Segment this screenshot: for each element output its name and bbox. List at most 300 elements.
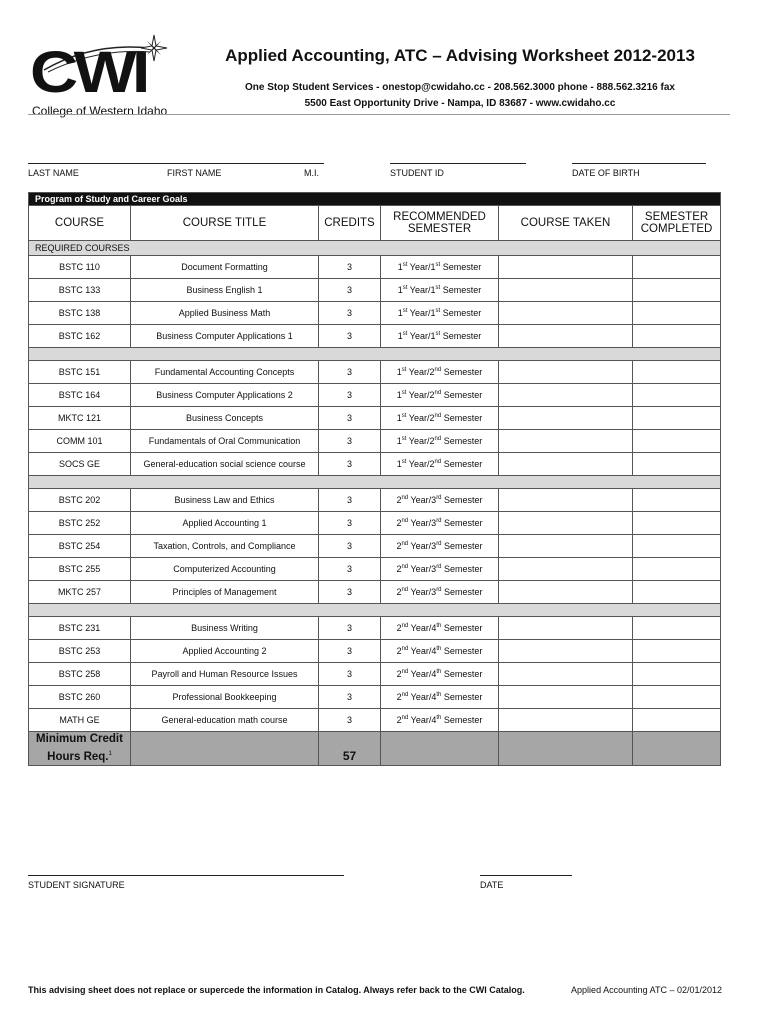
course-code: SOCS GE (29, 453, 131, 476)
table-row (29, 361, 721, 384)
table-row (29, 407, 721, 430)
table-row (29, 325, 721, 348)
table-row (29, 558, 721, 581)
recommended-semester (381, 512, 499, 535)
semester-ysup: nd (401, 669, 409, 675)
semester-stext: Semester (441, 669, 483, 679)
semester-ysup: st (401, 436, 407, 442)
semester-ytext: Year/ (408, 564, 432, 574)
semester-ssup: st (435, 262, 441, 268)
semester-year: 2 (396, 587, 402, 597)
col-recommended-line1: RECOMMENDED (393, 211, 486, 223)
header-divider (28, 114, 730, 115)
semester-year: 1 (397, 262, 403, 272)
course-code: COMM 101 (29, 430, 131, 453)
course-code: BSTC 258 (29, 663, 131, 686)
semester-completed-cell[interactable] (633, 512, 721, 535)
semester-ytext: Year/ (408, 518, 432, 528)
semester-sem: 1 (430, 285, 436, 295)
semester-year: 2 (396, 669, 402, 679)
semester-completed-cell[interactable] (633, 535, 721, 558)
spacer-row (29, 604, 721, 617)
semester-ssup: st (435, 308, 441, 314)
recommended-semester (381, 558, 499, 581)
course-code: BSTC 253 (29, 640, 131, 663)
recommended-semester (381, 489, 499, 512)
course-code: BSTC 133 (29, 279, 131, 302)
table-row (29, 686, 721, 709)
course-taken-cell[interactable] (499, 709, 633, 732)
course-credits: 3 (319, 535, 381, 558)
course-title: Business Computer Applications 1 (131, 325, 319, 348)
table-row (29, 535, 721, 558)
table-row (29, 256, 721, 279)
semester-year: 2 (396, 646, 402, 656)
course-taken-cell[interactable] (499, 325, 633, 348)
semester-ssup: nd (434, 459, 442, 465)
course-taken-cell[interactable] (499, 489, 633, 512)
course-title: Business Law and Ethics (131, 489, 319, 512)
col-completed-line1: SEMESTER (644, 211, 709, 223)
semester-ssup: rd (436, 495, 442, 501)
semester-sem: 2 (429, 390, 435, 400)
course-title: Taxation, Controls, and Compliance (131, 535, 319, 558)
footer-taken-cell (499, 732, 633, 766)
date-label: DATE (480, 880, 504, 890)
semester-sem: 2 (429, 436, 435, 446)
semester-sem: 2 (429, 367, 435, 377)
course-taken-cell[interactable] (499, 384, 633, 407)
student-id-label: STUDENT ID (390, 168, 444, 178)
semester-ytext: Year/ (406, 436, 430, 446)
semester-year: 2 (396, 715, 402, 725)
recommended-semester (381, 535, 499, 558)
semester-year: 1 (396, 367, 402, 377)
course-code: BSTC 110 (29, 256, 131, 279)
semester-ytext: Year/ (407, 308, 431, 318)
minimum-credit-line1: Minimum Credit (36, 733, 123, 745)
table-row (29, 581, 721, 604)
recommended-semester (381, 663, 499, 686)
course-taken-cell[interactable] (499, 256, 633, 279)
semester-sem: 2 (429, 413, 435, 423)
course-title: Business Concepts (131, 407, 319, 430)
course-credits: 3 (319, 256, 381, 279)
recommended-semester (381, 430, 499, 453)
semester-year: 1 (396, 459, 402, 469)
semester-ssup: rd (436, 518, 442, 524)
course-credits: 3 (319, 489, 381, 512)
recommended-semester (381, 453, 499, 476)
course-credits: 3 (319, 302, 381, 325)
dob-line[interactable] (572, 163, 706, 164)
course-credits: 3 (319, 430, 381, 453)
course-credits: 3 (319, 640, 381, 663)
semester-stext: Semester (441, 541, 483, 551)
total-credits: 57 (319, 732, 381, 766)
semester-ysup: st (402, 331, 408, 337)
recommended-semester (381, 302, 499, 325)
semester-completed-cell[interactable] (633, 302, 721, 325)
semester-sem: 3 (431, 564, 437, 574)
recommended-semester (381, 384, 499, 407)
semester-completed-cell[interactable] (633, 361, 721, 384)
semester-year: 2 (396, 692, 402, 702)
col-title: COURSE TITLE (131, 206, 319, 241)
semester-year: 1 (397, 285, 403, 295)
semester-completed-cell[interactable] (633, 558, 721, 581)
col-recommended-line2: SEMESTER (407, 223, 472, 235)
semester-stext: Semester (441, 692, 483, 702)
semester-sem: 1 (430, 262, 436, 272)
semester-ysup: nd (401, 541, 409, 547)
course-credits: 3 (319, 663, 381, 686)
recommended-semester (381, 407, 499, 430)
semester-ysup: st (402, 285, 408, 291)
course-title: Applied Accounting 1 (131, 512, 319, 535)
semester-ysup: st (402, 262, 408, 268)
semester-sem: 4 (431, 669, 437, 679)
student-signature-line[interactable] (28, 875, 344, 876)
spacer-cell (29, 348, 721, 361)
col-completed (633, 206, 721, 241)
semester-ssup: th (436, 692, 442, 698)
course-credits: 3 (319, 581, 381, 604)
course-code: BSTC 151 (29, 361, 131, 384)
semester-sem: 4 (431, 646, 437, 656)
semester-sem: 2 (429, 459, 435, 469)
course-code: MKTC 257 (29, 581, 131, 604)
semester-completed-cell[interactable] (633, 256, 721, 279)
mi-label: M.I. (304, 168, 319, 178)
semester-ssup: st (435, 331, 441, 337)
hours-req-text: Hours Req. (47, 750, 109, 763)
course-code: BSTC 260 (29, 686, 131, 709)
course-taken-cell[interactable] (499, 512, 633, 535)
semester-ytext: Year/ (408, 646, 432, 656)
course-code: BSTC 162 (29, 325, 131, 348)
semester-stext: Semester (441, 564, 483, 574)
semester-ytext: Year/ (406, 459, 430, 469)
course-title: Computerized Accounting (131, 558, 319, 581)
course-table (28, 192, 721, 766)
semester-ysup: nd (401, 715, 409, 721)
semester-completed-cell[interactable] (633, 279, 721, 302)
semester-ysup: st (401, 413, 407, 419)
semester-year: 2 (396, 495, 402, 505)
table-row (29, 512, 721, 535)
semester-sem: 3 (431, 518, 437, 528)
semester-stext: Semester (441, 715, 483, 725)
minimum-credit-line2 (29, 747, 130, 765)
semester-stext: Semester (441, 646, 483, 656)
footer-completed-cell (633, 732, 721, 766)
course-taken-cell[interactable] (499, 663, 633, 686)
recommended-semester (381, 361, 499, 384)
semester-ytext: Year/ (408, 715, 432, 725)
semester-ytext: Year/ (408, 541, 432, 551)
semester-stext: Semester (441, 623, 483, 633)
course-taken-cell[interactable] (499, 361, 633, 384)
program-bar (29, 193, 721, 206)
spacer-cell (29, 476, 721, 489)
semester-ssup: th (436, 623, 442, 629)
semester-completed-cell[interactable] (633, 407, 721, 430)
course-title: General-education math course (131, 709, 319, 732)
course-title: Fundamentals of Oral Communication (131, 430, 319, 453)
semester-ysup: nd (401, 587, 409, 593)
semester-completed-cell[interactable] (633, 453, 721, 476)
semester-sem: 1 (430, 331, 436, 341)
course-code: BSTC 254 (29, 535, 131, 558)
header-row (29, 206, 721, 241)
footer-title-cell (131, 732, 319, 766)
semester-sem: 1 (430, 308, 436, 318)
spacer-cell (29, 604, 721, 617)
semester-year: 2 (396, 623, 402, 633)
course-credits: 3 (319, 407, 381, 430)
semester-ytext: Year/ (408, 669, 432, 679)
logo-mark: CWI (30, 40, 146, 105)
course-taken-cell[interactable] (499, 535, 633, 558)
semester-sem: 3 (431, 541, 437, 551)
course-code: MKTC 121 (29, 407, 131, 430)
table-row (29, 709, 721, 732)
semester-year: 1 (396, 436, 402, 446)
course-code: BSTC 164 (29, 384, 131, 407)
semester-year: 1 (396, 413, 402, 423)
table-row (29, 384, 721, 407)
student-signature-label: STUDENT SIGNATURE (28, 880, 125, 890)
course-taken-cell[interactable] (499, 453, 633, 476)
course-title: General-education social science course (131, 453, 319, 476)
spacer-row (29, 476, 721, 489)
recommended-semester (381, 640, 499, 663)
minimum-credit-label (29, 732, 131, 766)
course-title: Business English 1 (131, 279, 319, 302)
cwi-logo (30, 34, 168, 120)
semester-stext: Semester (441, 390, 483, 400)
course-taken-cell[interactable] (499, 640, 633, 663)
course-title: Applied Accounting 2 (131, 640, 319, 663)
semester-stext: Semester (440, 308, 482, 318)
version-label: Applied Accounting ATC – 02/01/2012 (571, 985, 722, 995)
semester-ysup: st (401, 459, 407, 465)
contact-line-1: One Stop Student Services - onestop@cwidaho.cc - 208.562.3000 phone - 888.562.3216 fax (245, 82, 675, 93)
semester-stext: Semester (441, 413, 483, 423)
recommended-semester (381, 279, 499, 302)
course-code: BSTC 231 (29, 617, 131, 640)
semester-stext: Semester (441, 367, 483, 377)
semester-stext: Semester (441, 518, 483, 528)
table-row (29, 663, 721, 686)
student-id-line[interactable] (390, 163, 526, 164)
course-taken-cell[interactable] (499, 558, 633, 581)
semester-sem: 4 (431, 623, 437, 633)
col-taken: COURSE TAKEN (499, 206, 633, 241)
col-completed-line2: COMPLETED (640, 223, 713, 235)
semester-completed-cell[interactable] (633, 640, 721, 663)
semester-ytext: Year/ (408, 587, 432, 597)
recommended-semester (381, 709, 499, 732)
dob-label: DATE OF BIRTH (572, 168, 640, 178)
semester-ysup: nd (401, 564, 409, 570)
first-name-line[interactable] (208, 163, 324, 164)
semester-sem: 4 (431, 715, 437, 725)
semester-stext: Semester (441, 587, 483, 597)
course-credits: 3 (319, 453, 381, 476)
semester-ysup: nd (401, 623, 409, 629)
last-name-label: LAST NAME (28, 168, 79, 178)
semester-ssup: th (436, 646, 442, 652)
course-title: Principles of Management (131, 581, 319, 604)
course-title: Professional Bookkeeping (131, 686, 319, 709)
semester-completed-cell[interactable] (633, 430, 721, 453)
table-row (29, 279, 721, 302)
course-credits: 3 (319, 361, 381, 384)
semester-year: 1 (396, 390, 402, 400)
semester-sem: 4 (431, 692, 437, 702)
semester-ytext: Year/ (408, 692, 432, 702)
recommended-semester (381, 686, 499, 709)
semester-ssup: nd (434, 367, 442, 373)
semester-ysup: st (401, 390, 407, 396)
course-credits: 3 (319, 686, 381, 709)
first-name-label: FIRST NAME (167, 168, 222, 178)
semester-ssup: rd (436, 587, 442, 593)
course-code: BSTC 252 (29, 512, 131, 535)
semester-completed-cell[interactable] (633, 663, 721, 686)
semester-ysup: nd (401, 692, 409, 698)
semester-ytext: Year/ (406, 367, 430, 377)
semester-sem: 3 (431, 495, 437, 505)
course-code: BSTC 138 (29, 302, 131, 325)
semester-stext: Semester (440, 285, 482, 295)
semester-completed-cell[interactable] (633, 384, 721, 407)
course-title: Applied Business Math (131, 302, 319, 325)
semester-stext: Semester (441, 495, 483, 505)
course-taken-cell[interactable] (499, 617, 633, 640)
course-taken-cell[interactable] (499, 407, 633, 430)
logo-subtitle: College of Western Idaho (32, 104, 168, 118)
semester-ytext: Year/ (406, 413, 430, 423)
semester-completed-cell[interactable] (633, 489, 721, 512)
semester-ytext: Year/ (406, 390, 430, 400)
semester-ytext: Year/ (407, 262, 431, 272)
semester-stext: Semester (441, 436, 483, 446)
semester-year: 1 (397, 331, 403, 341)
semester-year: 2 (396, 564, 402, 574)
table-row (29, 302, 721, 325)
semester-ysup: st (402, 308, 408, 314)
course-code: BSTC 202 (29, 489, 131, 512)
semester-ssup: nd (434, 436, 442, 442)
semester-sem: 3 (431, 587, 437, 597)
semester-year: 1 (397, 308, 403, 318)
table-row (29, 489, 721, 512)
col-recommended (381, 206, 499, 241)
semester-ssup: st (435, 285, 441, 291)
course-title: Payroll and Human Resource Issues (131, 663, 319, 686)
semester-ssup: rd (436, 564, 442, 570)
course-taken-cell[interactable] (499, 686, 633, 709)
course-credits: 3 (319, 709, 381, 732)
semester-stext: Semester (441, 459, 483, 469)
course-credits: 3 (319, 325, 381, 348)
semester-ssup: th (436, 715, 442, 721)
semester-year: 2 (396, 518, 402, 528)
course-taken-cell[interactable] (499, 581, 633, 604)
course-credits: 3 (319, 384, 381, 407)
semester-ssup: nd (434, 413, 442, 419)
contact-line-2: 5500 East Opportunity Drive - Nampa, ID 83687 - www.cwidaho.cc (304, 98, 616, 109)
semester-ytext: Year/ (407, 285, 431, 295)
col-course: COURSE (29, 206, 131, 241)
semester-ytext: Year/ (408, 495, 432, 505)
course-title: Business Computer Applications 2 (131, 384, 319, 407)
semester-stext: Semester (440, 262, 482, 272)
course-taken-cell[interactable] (499, 430, 633, 453)
semester-stext: Semester (440, 331, 482, 341)
spacer-row (29, 348, 721, 361)
semester-ysup: nd (401, 646, 409, 652)
recommended-semester (381, 581, 499, 604)
col-credits: CREDITS (319, 206, 381, 241)
recommended-semester (381, 256, 499, 279)
required-courses-label: REQUIRED COURSES (29, 241, 721, 256)
semester-ysup: nd (401, 495, 409, 501)
semester-completed-cell[interactable] (633, 686, 721, 709)
semester-ssup: rd (436, 541, 442, 547)
required-courses-row (29, 241, 721, 256)
course-credits: 3 (319, 617, 381, 640)
semester-ytext: Year/ (407, 331, 431, 341)
course-title: Business Writing (131, 617, 319, 640)
worksheet-title: Applied Accounting, ATC – Advising Worksheet 2012-2013 (225, 46, 695, 65)
program-bar-label: Program of Study and Career Goals (29, 193, 721, 206)
recommended-semester (381, 617, 499, 640)
course-credits: 3 (319, 512, 381, 535)
footnote-mark: 1 (108, 751, 112, 757)
semester-ytext: Year/ (408, 623, 432, 633)
semester-year: 2 (396, 541, 402, 551)
course-credits: 3 (319, 558, 381, 581)
semester-ysup: st (401, 367, 407, 373)
course-code: BSTC 255 (29, 558, 131, 581)
semester-ysup: nd (401, 518, 409, 524)
semester-ssup: nd (434, 390, 442, 396)
table-row (29, 640, 721, 663)
course-title: Fundamental Accounting Concepts (131, 361, 319, 384)
table-row (29, 430, 721, 453)
semester-completed-cell[interactable] (633, 325, 721, 348)
table-row (29, 453, 721, 476)
semester-completed-cell[interactable] (633, 581, 721, 604)
course-taken-cell[interactable] (499, 302, 633, 325)
course-title: Document Formatting (131, 256, 319, 279)
course-taken-cell[interactable] (499, 279, 633, 302)
semester-ssup: th (436, 669, 442, 675)
date-line[interactable] (480, 875, 572, 876)
course-credits: 3 (319, 279, 381, 302)
semester-completed-cell[interactable] (633, 617, 721, 640)
table-row (29, 617, 721, 640)
semester-completed-cell[interactable] (633, 709, 721, 732)
footer-recommended-cell (381, 732, 499, 766)
disclaimer: This advising sheet does not replace or supercede the information in Catalog. Always refer back to the CWI Catalog. (28, 985, 525, 995)
recommended-semester (381, 325, 499, 348)
last-name-line[interactable] (28, 163, 208, 164)
